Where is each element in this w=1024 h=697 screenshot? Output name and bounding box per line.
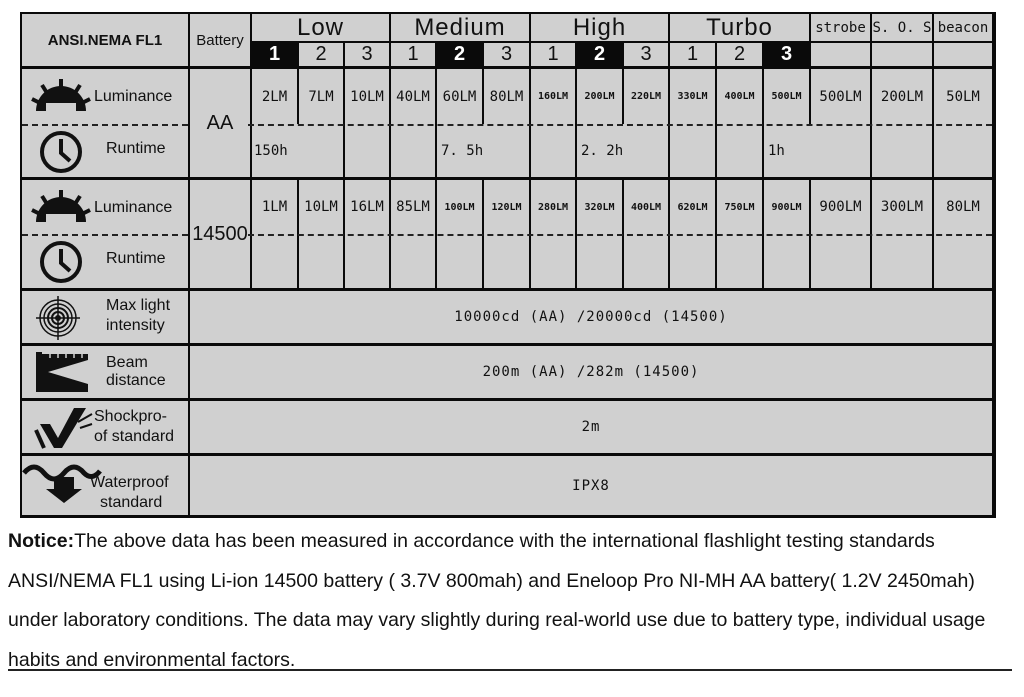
luminance-value: 16LM: [345, 180, 389, 234]
luminance-label: Luminance: [94, 199, 173, 216]
luminance-value: 60LM: [437, 69, 482, 124]
spec-label-line: Beam: [106, 354, 148, 371]
spec-label-line: Waterproof: [90, 474, 169, 491]
sun-icon: [30, 77, 92, 115]
special-mode-subheader: [872, 43, 932, 66]
luminance-value: 400LM: [717, 69, 762, 124]
runtime-label: Runtime: [106, 140, 166, 157]
luminance-value: 85LM: [391, 180, 435, 234]
runtime-value: [484, 124, 529, 177]
luminance-value: 120LM: [484, 180, 529, 234]
runtime-value: [624, 234, 668, 288]
spec-value: IPX8: [190, 456, 992, 515]
runtime-value: [345, 234, 389, 288]
battery-header: Battery: [190, 14, 250, 66]
level-header: 3: [345, 43, 389, 66]
runtime-value: [531, 234, 575, 288]
level-header: 1: [531, 43, 575, 66]
runtime-value: 2. 2h: [577, 124, 626, 177]
runtime-value: 150h: [252, 124, 299, 177]
clock-icon: [38, 239, 84, 285]
dashed-divider: [248, 124, 992, 126]
spec-value: 10000cd (AA) /20000cd (14500): [190, 291, 992, 343]
runtime-value: [437, 234, 482, 288]
dashed-divider: [248, 234, 992, 236]
runtime-value: [717, 234, 762, 288]
notice-heading: Notice:: [8, 530, 75, 552]
luminance-value: 320LM: [577, 180, 622, 234]
spec-label-line: Max light: [106, 297, 171, 314]
runtime-value: [670, 124, 715, 177]
mode-group-medium: Medium: [391, 14, 529, 41]
spec-table: [20, 12, 996, 518]
runtime-value: [811, 234, 870, 288]
runtime-value: [391, 234, 435, 288]
beam-icon: [36, 350, 90, 394]
runtime-value: [717, 124, 762, 177]
runtime-value: [934, 124, 992, 177]
shockproof-icon: [34, 404, 94, 450]
mode-group-low: Low: [252, 14, 389, 41]
special-mode-header: strobe: [811, 14, 870, 41]
luminance-value: 100LM: [437, 180, 482, 234]
runtime-value: [872, 124, 932, 177]
spec-label-line: Shockpro-: [94, 408, 167, 425]
sun-icon: [30, 188, 92, 226]
mode-group-turbo: Turbo: [670, 14, 809, 41]
runtime-value: [872, 234, 932, 288]
luminance-value: 330LM: [670, 69, 715, 124]
luminance-value: 80LM: [934, 180, 992, 234]
runtime-value: [577, 234, 622, 288]
runtime-value: [764, 234, 809, 288]
runtime-value: [252, 234, 297, 288]
luminance-value: 900LM: [811, 180, 870, 234]
luminance-value: 160LM: [531, 69, 575, 124]
luminance-value: 1LM: [252, 180, 297, 234]
level-header: 2: [717, 43, 762, 66]
runtime-value: [531, 124, 575, 177]
spec-value: 200m (AA) /282m (14500): [190, 346, 992, 398]
luminance-value: 10LM: [299, 180, 343, 234]
luminance-value: 500LM: [764, 69, 809, 124]
battery-cell: AA: [190, 69, 250, 177]
runtime-value: [345, 124, 389, 177]
luminance-value: 900LM: [764, 180, 809, 234]
dashed-divider: [22, 124, 188, 126]
luminance-label: Luminance: [94, 88, 173, 105]
target-icon: [36, 296, 80, 340]
mode-group-high: High: [531, 14, 668, 41]
luminance-value: 40LM: [391, 69, 435, 124]
runtime-label: Runtime: [106, 250, 166, 267]
runtime-value: [391, 124, 435, 177]
notice-text: The above data has been measured in accordance with the international flashlight testing standards ANSI/NEMA FL1 using Li-ion 14500 battery ( 3.7V 800mah) and Eneloop Pro NI-MH AA battery( 1.2V 2450mah) under laboratory conditions. The data may vary slightly during real-world use due to battery type, individual usage habits and environmental factors.: [8, 530, 986, 671]
level-header: 2: [299, 43, 343, 66]
luminance-value: 7LM: [299, 69, 343, 124]
level-header: 3: [624, 43, 668, 66]
spec-value: 2m: [190, 401, 992, 453]
level-header: 3: [484, 43, 529, 66]
level-header: 1: [391, 43, 435, 66]
luminance-value: 500LM: [811, 69, 870, 124]
luminance-value: 50LM: [934, 69, 992, 124]
level-header: 1: [670, 43, 715, 66]
spec-label-line: distance: [106, 372, 166, 389]
level-header: 3: [764, 43, 809, 66]
special-mode-subheader: [811, 43, 870, 66]
battery-cell: 14500: [190, 180, 250, 288]
spec-label-line: of standard: [94, 428, 175, 445]
level-header: 2: [577, 43, 622, 66]
clock-icon: [38, 129, 84, 175]
luminance-value: 200LM: [577, 69, 622, 124]
luminance-value: 80LM: [484, 69, 529, 124]
dashed-divider: [22, 234, 188, 236]
level-header: 1: [252, 43, 297, 66]
runtime-value: [934, 234, 992, 288]
bottom-rule: [8, 669, 1012, 671]
luminance-value: 2LM: [252, 69, 297, 124]
level-header: 2: [437, 43, 482, 66]
runtime-value: [624, 124, 668, 177]
special-mode-subheader: [934, 43, 992, 66]
luminance-value: 10LM: [345, 69, 389, 124]
runtime-value: [299, 124, 343, 177]
luminance-value: 300LM: [872, 180, 932, 234]
luminance-value: 400LM: [624, 180, 668, 234]
runtime-value: [299, 234, 343, 288]
luminance-value: 200LM: [872, 69, 932, 124]
runtime-value: 1h: [764, 124, 813, 177]
corner-header: ANSI.NEMA FL1: [22, 14, 188, 66]
runtime-value: 7. 5h: [437, 124, 486, 177]
spec-label-line: standard: [100, 494, 163, 511]
runtime-value: [811, 124, 870, 177]
luminance-value: 620LM: [670, 180, 715, 234]
luminance-value: 750LM: [717, 180, 762, 234]
notice-paragraph: [8, 522, 1012, 680]
special-mode-header: S. O. S: [872, 14, 932, 41]
runtime-value: [484, 234, 529, 288]
runtime-value: [670, 234, 715, 288]
luminance-value: 220LM: [624, 69, 668, 124]
special-mode-header: beacon: [934, 14, 992, 41]
spec-label-line: intensity: [106, 317, 165, 334]
luminance-value: 280LM: [531, 180, 575, 234]
